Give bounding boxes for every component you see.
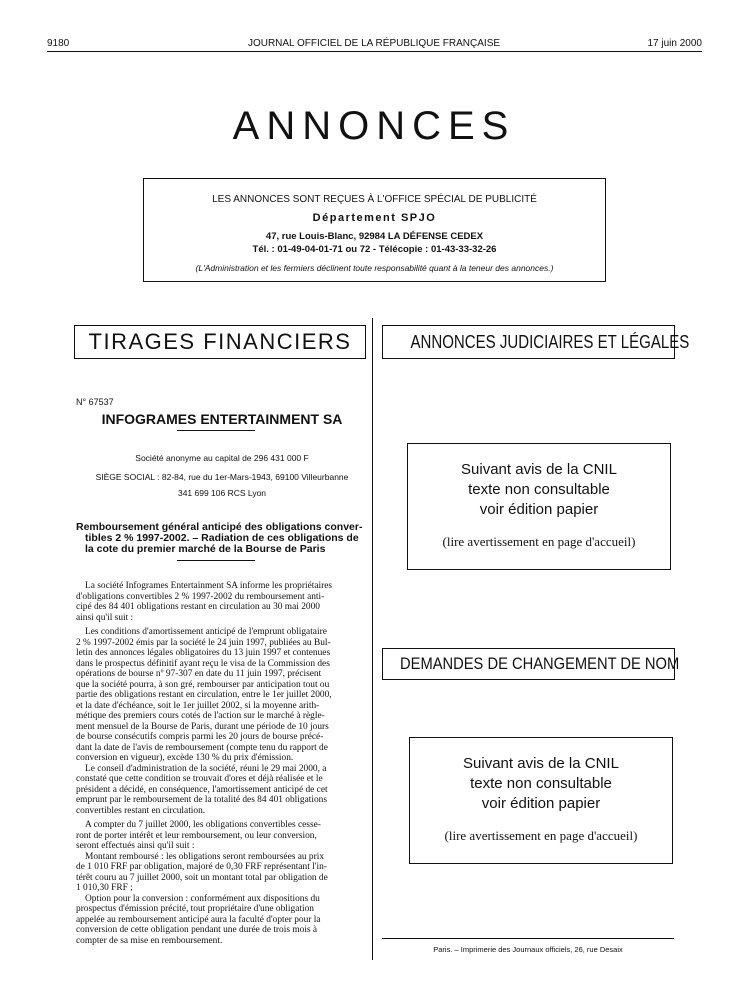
body-line: Le conseil d'administration de la société, réuni le 29 mai 2000, a bbox=[85, 763, 327, 774]
notice-department: Département SPJO bbox=[312, 212, 437, 224]
cnil-line: voir édition papier bbox=[479, 501, 599, 518]
body-line: dans le prospectus définitif ayant reçu le visa de la Commission des bbox=[76, 658, 330, 669]
column-divider bbox=[372, 318, 373, 960]
body-line: ront de porter intérêt et leur remboursement, ou leur conversion, bbox=[76, 830, 317, 841]
announcement-body bbox=[76, 581, 368, 946]
body-line: de bourse consécutifs compris parmi les 20 jours de bourse précé- bbox=[76, 732, 324, 742]
journal-title: JOURNAL OFFICIEL DE LA RÉPUBLIQUE FRANÇAISE bbox=[247, 38, 501, 49]
cnil-line: Suivant avis de la CNIL bbox=[463, 755, 619, 772]
body-line: de 1 010 FRF par obligation, majoré de 0,30 FRF représentant l'in- bbox=[76, 862, 327, 872]
section-annonces-label: ANNONCES JUDICIAIRES ET LÉGALES bbox=[410, 332, 690, 352]
cnil-notice-box bbox=[407, 443, 671, 570]
body-line: térêt couru au 7 juillet 2000, soit un montant total par obligation de bbox=[76, 872, 328, 883]
company-rule bbox=[177, 430, 255, 431]
body-line: A compter du 7 juillet 2000, les obligations convertibles cesse- bbox=[85, 820, 321, 830]
notice-disclaimer: (L'Administration et les fermiers déclinent toute responsabilité quant à la teneur des annonces.) bbox=[195, 263, 554, 273]
body-line: prospectus d'émission précité, tout propriétaire d'une obligation bbox=[76, 904, 314, 914]
notice-address: 47, rue Louis-Blanc, 92984 LA DÉFENSE CEDEX bbox=[265, 231, 484, 242]
company-capital: Société anonyme au capital de 296 431 000 F bbox=[135, 453, 309, 463]
body-line: conversion de cette obligation pendant une durée de trois mois à bbox=[76, 925, 318, 935]
body-line: dant la date de l'avis de remboursement (compte tenu du rapport de bbox=[76, 742, 328, 753]
announcement-number: N° 67537 bbox=[76, 397, 114, 407]
company-rcs: 341 699 106 RCS Lyon bbox=[177, 488, 267, 498]
cnil-line: Suivant avis de la CNIL bbox=[461, 461, 617, 478]
headline-line: la cote du premier marché de la Bourse de Paris bbox=[85, 543, 326, 555]
body-line: président a décidé, en conséquence, l'amortissement anticipé de cet bbox=[76, 784, 328, 795]
body-line: compter de sa mise en remboursement. bbox=[76, 935, 223, 946]
headline-line: Remboursement général anticipé des obligations conver- bbox=[76, 521, 363, 533]
section-demandes-changement-nom bbox=[382, 648, 680, 680]
header-rule bbox=[47, 51, 702, 52]
cnil-line: texte non consultable bbox=[470, 775, 612, 792]
headline-rule bbox=[177, 560, 255, 561]
notice-phone: Tél. : 01-49-04-01-71 ou 72 - Télécopie : 01-43-33-32-26 bbox=[252, 244, 497, 255]
section-annonces-judiciaires bbox=[382, 325, 690, 359]
body-line: 2 % 1997-2002 émis par la société le 24 juin 1997, publiées au Bul- bbox=[76, 637, 331, 648]
body-line: La société Infogrames Entertainment SA informe les propriétaires bbox=[85, 581, 333, 591]
body-line: emprunt par le remboursement de la totalité des 84 401 obligations bbox=[76, 795, 327, 805]
body-line: d'obligations convertibles 2 % 1997-2002 du remboursement anti- bbox=[76, 591, 325, 602]
body-line: ment mensuel de la Bourse de Paris, durant une période de 10 jours bbox=[76, 721, 329, 732]
section-tirages-financiers: TIRAGES FINANCIERS bbox=[74, 325, 366, 359]
cnil-note: (lire avertissement en page d'accueil) bbox=[442, 534, 636, 549]
imprint: Paris. – Imprimerie des Journaux officiels, 26, rue Desaix bbox=[433, 945, 623, 954]
imprint-rule bbox=[382, 938, 674, 939]
body-line: partie des obligations restant en circulation, entre le 1er juillet 2000, bbox=[76, 690, 332, 700]
body-line: ainsi qu'il suit : bbox=[76, 612, 134, 623]
company-name: INFOGRAMES ENTERTAINMENT SA bbox=[101, 411, 343, 427]
announcement-headline bbox=[76, 522, 366, 555]
cnil-notice-box bbox=[409, 737, 673, 864]
body-line: que la société pourra, à son gré, rembourser par anticipation tout ou bbox=[76, 679, 330, 690]
cnil-note: (lire avertissement en page d'accueil) bbox=[444, 828, 638, 843]
notice-line: LES ANNONCES SONT REÇUES À L'OFFICE SPÉCIAL DE PUBLICITÉ bbox=[212, 194, 537, 205]
body-line: et la date d'échéance, soit le 1er juillet 2002, si la moyenne arith- bbox=[76, 700, 320, 711]
issue-date: 17 juin 2000 bbox=[647, 38, 702, 49]
body-line: appelée au remboursement anticipé aura la faculté d'opter pour la bbox=[76, 914, 321, 925]
section-demandes-label: DEMANDES DE CHANGEMENT DE NOM bbox=[400, 655, 680, 673]
page-title: ANNONCES bbox=[232, 104, 516, 148]
page-number: 9180 bbox=[47, 38, 70, 49]
body-line: 1 010,30 FRF ; bbox=[76, 883, 133, 893]
body-line: convertibles restant en circulation. bbox=[76, 805, 206, 816]
body-line: Option pour la conversion : conformément aux dispositions du bbox=[85, 893, 320, 904]
body-line: letin des annonces légales obligatoires du 13 juin 1997 et contenues bbox=[76, 648, 331, 658]
body-line: Les conditions d'amortissement anticipé de l'emprunt obligataire bbox=[85, 627, 327, 637]
cnil-line: texte non consultable bbox=[468, 481, 610, 498]
body-line: seront effectués ainsi qu'il suit : bbox=[76, 841, 195, 851]
cnil-line: voir édition papier bbox=[481, 795, 601, 812]
body-line: opérations de bourse nº 97-307 en date du 11 juin 1997, précisent bbox=[76, 669, 322, 679]
body-line: métique des premiers cours cotés de l'action sur le marché à règle- bbox=[76, 711, 325, 721]
body-line: conversion en vigueur), excède 130 % du prix d'émission. bbox=[76, 753, 294, 763]
headline-line: tibles 2 % 1997-2002. – Radiation de ces obligations de bbox=[85, 532, 359, 544]
body-line: cipé des 84 401 obligations restant en circulation au 30 mai 2000 bbox=[76, 602, 320, 612]
notice-box bbox=[143, 178, 606, 282]
company-siege: SIÈGE SOCIAL : 82-84, rue du 1er-Mars-1943, 69100 Villeurbanne bbox=[95, 472, 349, 482]
body-line: constaté que cette condition se trouvait d'ores et déjà réalisée et le bbox=[76, 774, 323, 784]
body-line: Montant remboursé : les obligations seront remboursées au prix bbox=[85, 851, 325, 862]
